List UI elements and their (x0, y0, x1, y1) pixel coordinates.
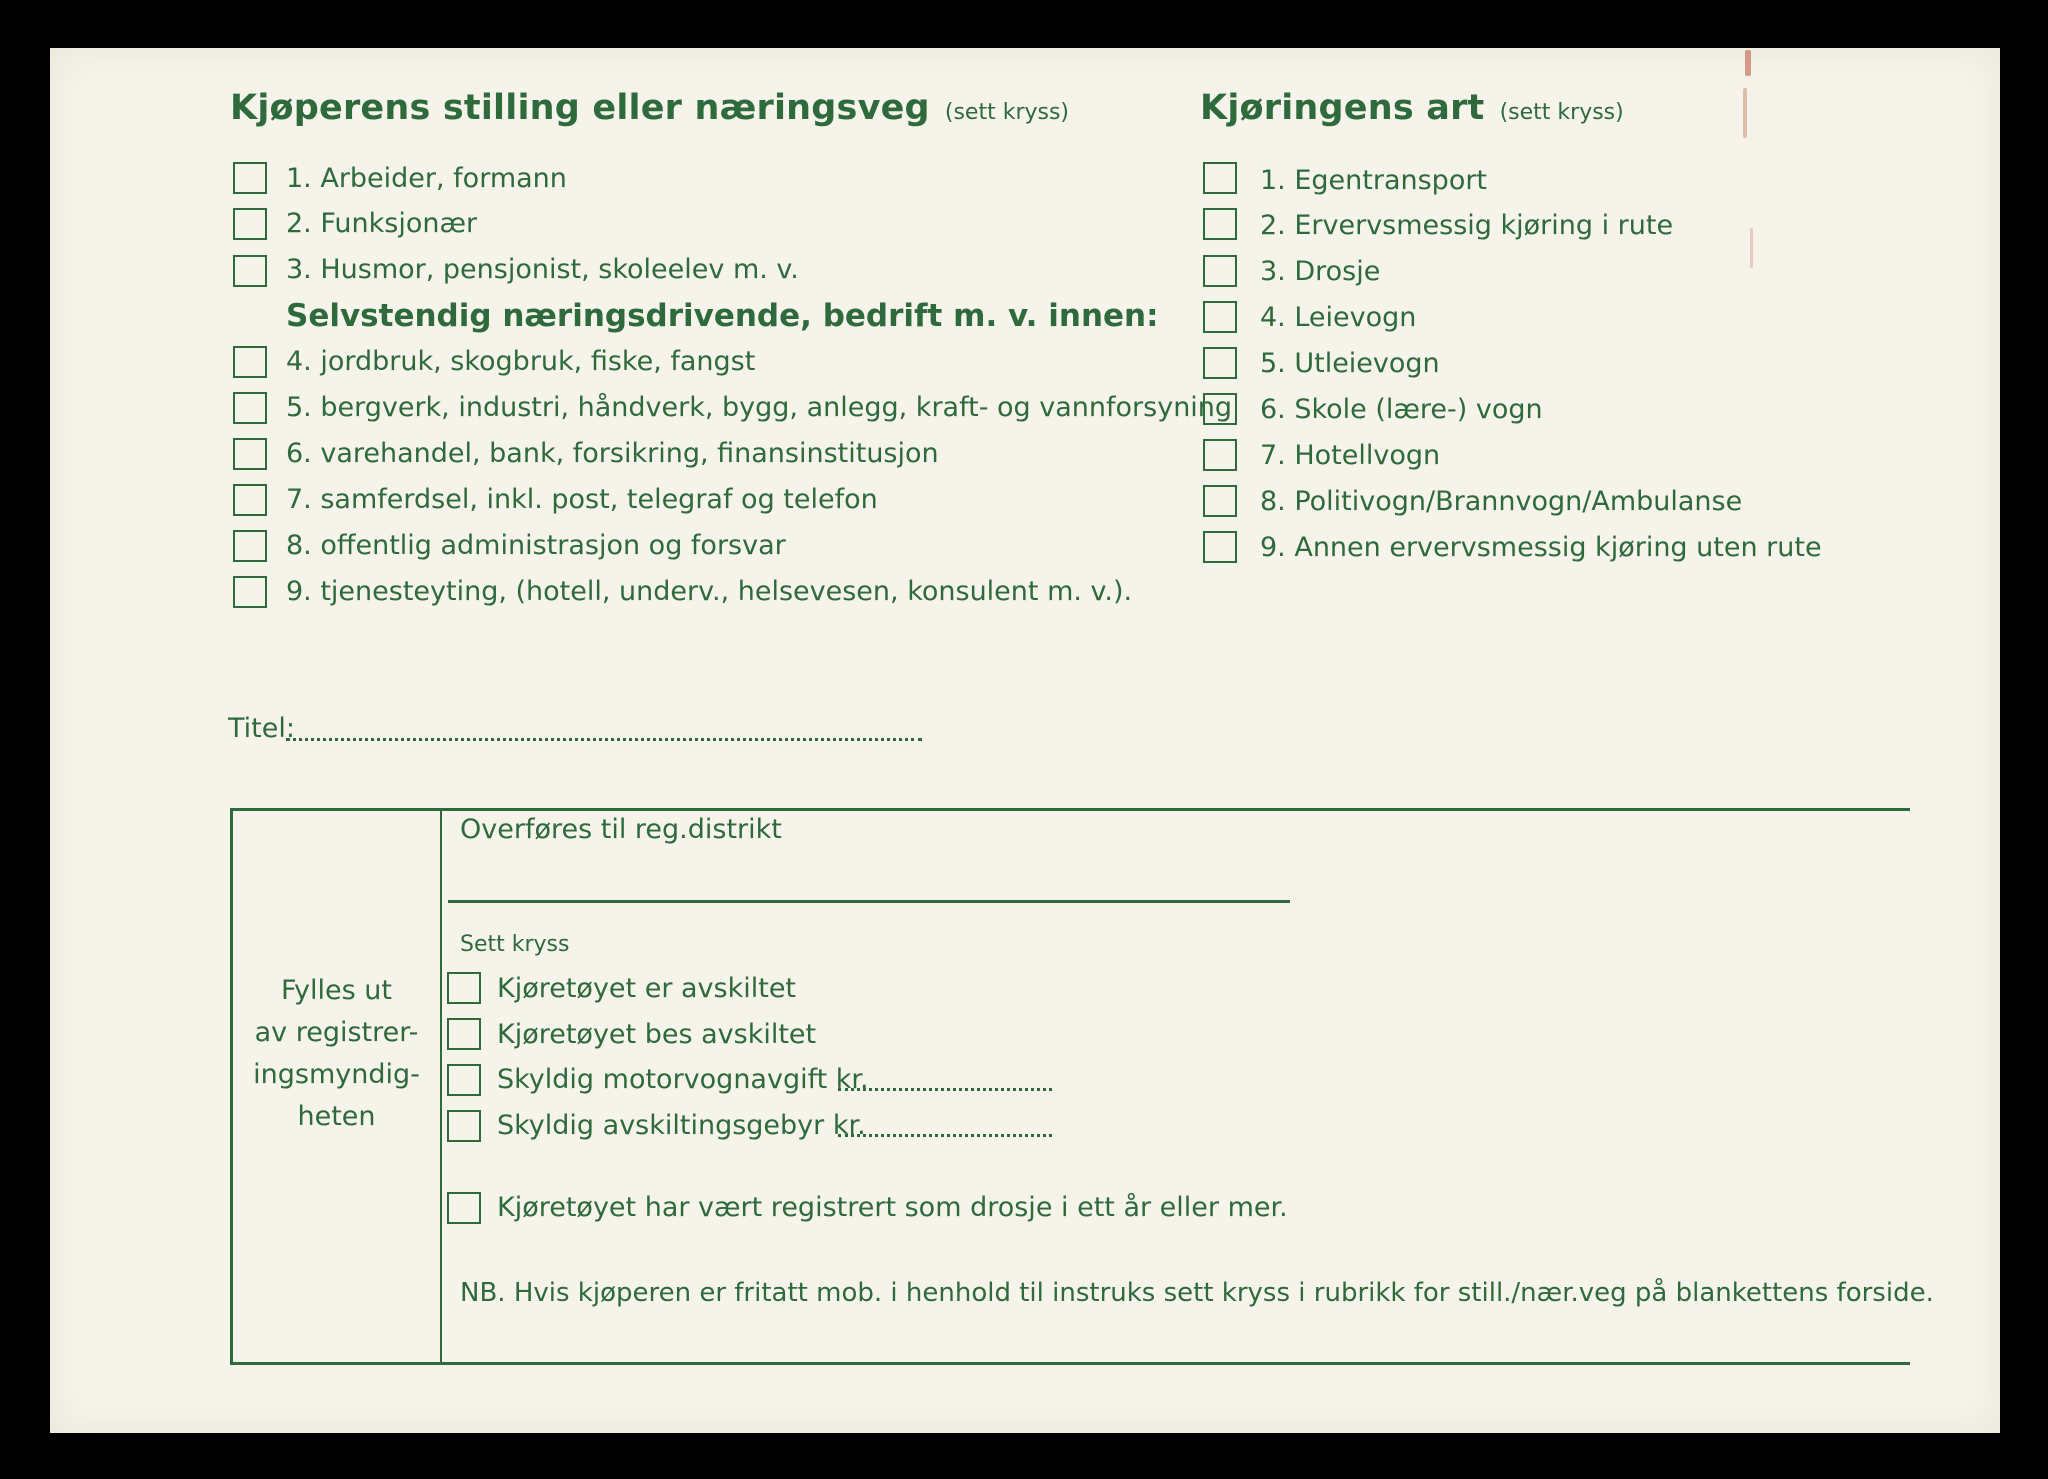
checkbox-motorvognavgift[interactable] (447, 1064, 481, 1096)
form-card (50, 48, 2000, 1433)
art-item-8: 8. Politivogn/Brannvogn/Ambulanse (1260, 486, 1743, 517)
stilling-item-8: 8. offentlig administrasjon og forsvar (286, 530, 786, 561)
checkbox-avskiltingsgebyr[interactable] (447, 1110, 481, 1142)
check-bes-avskiltet-label: Kjøretøyet bes avskiltet (497, 1019, 817, 1050)
stain-mark (1745, 50, 1751, 76)
checkbox-drosje-ett-aar[interactable] (447, 1192, 481, 1224)
art-item-3: 3. Drosje (1260, 256, 1381, 287)
art-item-5: 5. Utleievogn (1260, 348, 1440, 379)
stilling-item-9: 9. tjenesteyting, (hotell, underv., helsevesen, konsulent m. v.). (286, 576, 1133, 607)
stain-mark (1743, 88, 1747, 138)
checkbox-stilling-9[interactable] (233, 576, 267, 608)
checkbox-bes-avskiltet[interactable] (447, 1018, 481, 1050)
stilling-item-3: 3. Husmor, pensjonist, skoleelev m. v. (286, 254, 799, 285)
stilling-item-4: 4. jordbruk, skogbruk, fiske, fangst (286, 346, 756, 377)
art-item-4: 4. Leievogn (1260, 302, 1417, 333)
box-divider-rule (440, 808, 442, 1365)
motorvognavgift-amount-line[interactable] (838, 1088, 1052, 1091)
box-bottom-rule (230, 1362, 1910, 1365)
right-heading-row (1200, 88, 1624, 128)
right-heading: Kjøringens art (1200, 88, 1485, 128)
box-top-rule (230, 808, 1910, 811)
right-heading-note: (sett kryss) (1499, 100, 1624, 125)
stilling-item-2: 2. Funksjonær (286, 208, 478, 239)
check-avskiltingsgebyr-label: Skyldig avskiltingsgebyr kr. (497, 1110, 866, 1141)
check-drosje-label: Kjøretøyet har vært registrert som drosje i ett år eller mer. (497, 1192, 1288, 1223)
stain-mark (1750, 228, 1753, 268)
check-motorvognavgift-label: Skyldig motorvognavgift kr. (497, 1064, 869, 1095)
art-item-6: 6. Skole (lære-) vogn (1260, 394, 1543, 425)
checkbox-art-2[interactable] (1203, 208, 1237, 240)
left-heading-row (230, 88, 1069, 128)
checkbox-stilling-3[interactable] (233, 255, 267, 287)
authority-side-label (233, 970, 440, 1138)
side-label-line-4: heten (297, 1101, 376, 1132)
art-item-1: 1. Egentransport (1260, 165, 1488, 196)
stilling-item-1: 1. Arbeider, formann (286, 163, 567, 194)
transfer-label: Overføres til reg.distrikt (460, 814, 782, 845)
art-item-7: 7. Hotellvogn (1260, 440, 1441, 471)
checkbox-stilling-7[interactable] (233, 484, 267, 516)
side-label-line-3: ingsmyndig- (253, 1059, 420, 1090)
check-avskiltet-label: Kjøretøyet er avskiltet (497, 973, 797, 1004)
stilling-item-5: 5. bergverk, industri, håndverk, bygg, anlegg, kraft- og vannforsyning (286, 392, 1233, 423)
checkbox-stilling-6[interactable] (233, 438, 267, 470)
title-field (228, 713, 295, 744)
left-heading-note: (sett kryss) (944, 100, 1070, 125)
sett-kryss-label: Sett kryss (460, 932, 570, 957)
checkbox-stilling-8[interactable] (233, 530, 267, 562)
checkbox-stilling-5[interactable] (233, 392, 267, 424)
avskiltingsgebyr-amount-line[interactable] (838, 1134, 1052, 1137)
checkbox-stilling-1[interactable] (233, 162, 267, 194)
side-label-line-1: Fylles ut (281, 975, 392, 1006)
art-item-9: 9. Annen ervervsmessig kjøring uten rute (1260, 532, 1822, 563)
checkbox-art-3[interactable] (1203, 255, 1237, 287)
checkbox-art-4[interactable] (1203, 301, 1237, 333)
stilling-item-6: 6. varehandel, bank, forsikring, finansinstitusjon (286, 438, 939, 469)
checkbox-art-8[interactable] (1203, 485, 1237, 517)
checkbox-art-1[interactable] (1203, 162, 1237, 194)
checkbox-art-6[interactable] (1203, 393, 1237, 425)
left-heading: Kjøperens stilling eller næringsveg (230, 88, 930, 128)
transfer-line[interactable] (448, 900, 1290, 903)
checkbox-art-9[interactable] (1203, 531, 1237, 563)
stilling-item-7: 7. samferdsel, inkl. post, telegraf og telefon (286, 484, 878, 515)
checkbox-stilling-2[interactable] (233, 208, 267, 240)
title-dotted-line[interactable] (286, 738, 922, 741)
side-label-line-2: av registrer- (254, 1017, 419, 1048)
title-label: Titel: (228, 713, 295, 744)
checkbox-stilling-4[interactable] (233, 346, 267, 378)
nb-note: NB. Hvis kjøperen er fritatt mob. i henhold til instruks sett kryss i rubrikk for still./nær.veg på blankettens forside. (460, 1278, 1934, 1308)
stilling-subheading: Selvstendig næringsdrivende, bedrift m. v. innen: (286, 298, 1159, 334)
checkbox-avskiltet[interactable] (447, 972, 481, 1004)
checkbox-art-7[interactable] (1203, 439, 1237, 471)
checkbox-art-5[interactable] (1203, 347, 1237, 379)
art-item-2: 2. Ervervsmessig kjøring i rute (1260, 210, 1674, 241)
